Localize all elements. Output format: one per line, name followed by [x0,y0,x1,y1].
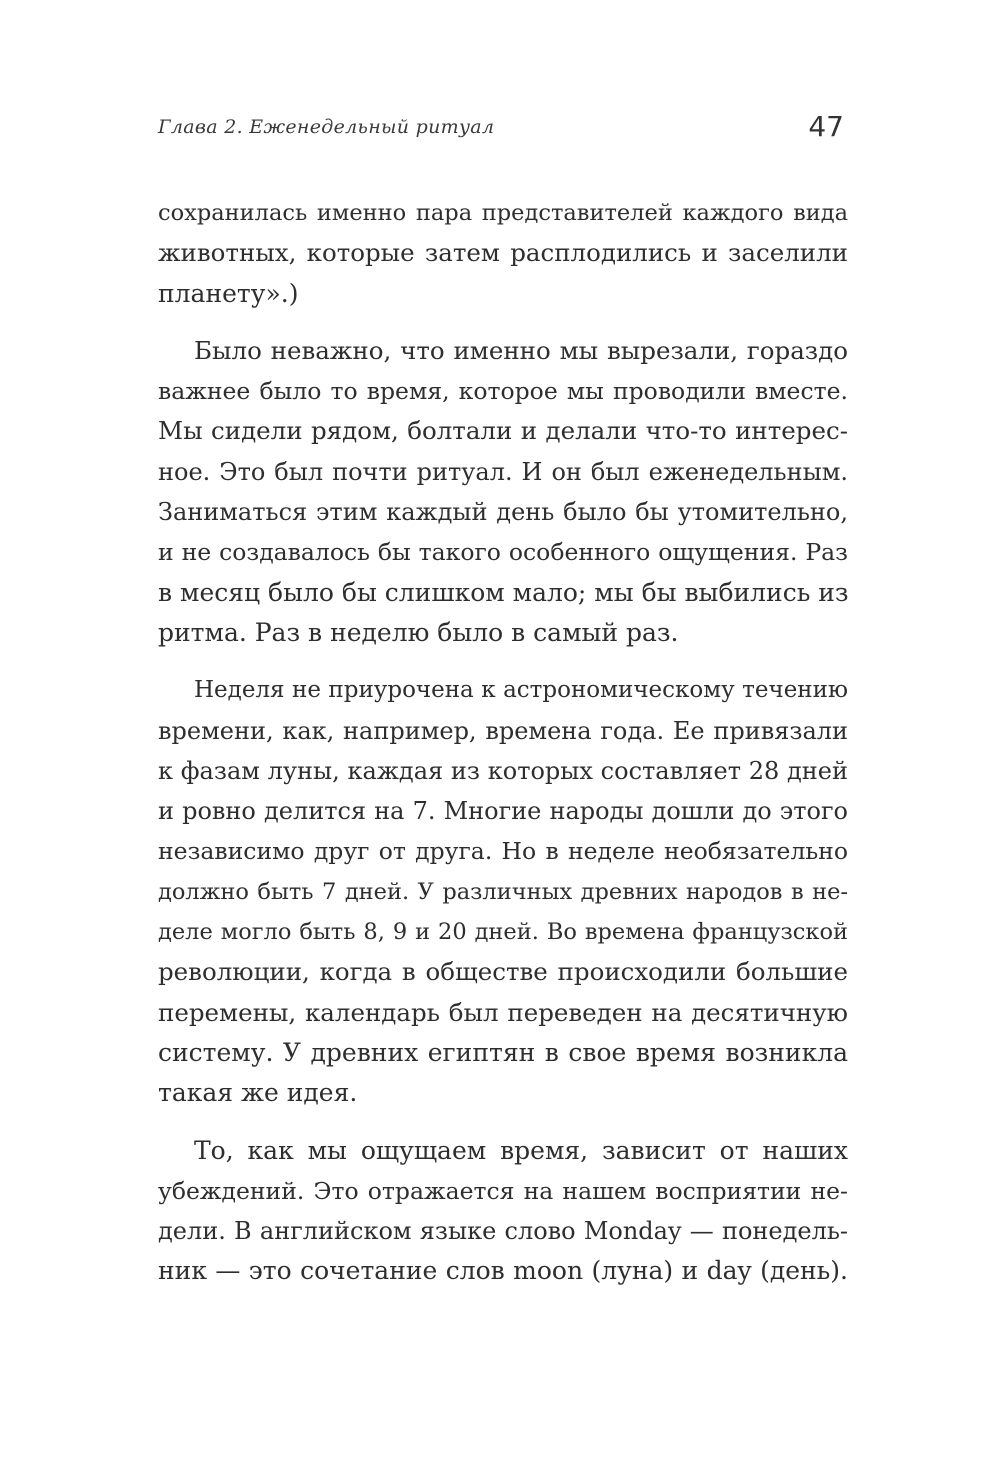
text-line: дели. В английском языке слово Monday — понедель- [158,1217,848,1246]
text-line: убеждений. Это отражается на нашем восприятии не- [158,1176,848,1205]
text-line: животных, которые затем расплодились и заселили [158,238,848,268]
page-number: 47 [808,110,844,143]
paragraph-2 [158,331,848,653]
text-line: ник — это сочетание слов moon (луна) и day (день). [158,1256,848,1286]
text-line: То, как мы ощущаем время, зависит от наших [194,1135,848,1165]
text-line: революции, когда в обществе происходили большие [158,957,848,987]
text-line: и не создавалось бы такого особенного ощущения. Раз [158,538,848,567]
text-line: важнее было то время, которое мы проводили вместе. [158,377,848,406]
text-line: Мы сидели рядом, болтали и делали что-то интерес- [158,416,848,446]
text-line: Неделя не приурочена к астрономическому течению [194,677,848,704]
text-line: перемены, календарь был переведен на десятичную [158,997,848,1027]
paragraph-1 [158,193,848,314]
paragraph-3 [158,670,848,1113]
chapter-title: Глава 2. Еженедельный ритуал [158,116,495,138]
text-line: независимо друг от друга. Но в неделе необязательно [158,837,848,866]
text-line: планету».) [158,278,299,308]
text-line: и ровно делится на 7. Многие народы дошли до этого [158,797,848,826]
body-text [158,193,848,1309]
text-line: должно быть 7 дней. У различных древних народов в не- [158,878,848,905]
text-line: ное. Это был почти ритуал. И он был еженедельным. [158,457,848,486]
text-line: сохранилась именно пара представителей каждого вида [158,200,848,226]
text-line: Заниматься этим каждый день было бы утомительно, [158,498,848,527]
text-line: систему. У древних египтян в свое время возникла [158,1037,848,1067]
text-line: ритма. Раз в неделю было в самый раз. [158,617,679,647]
text-line: к фазам луны, каждая из которых составляет 28 дней [158,756,848,785]
text-line: такая же идея. [158,1078,358,1108]
running-header [158,110,848,150]
text-line: Было неважно, что именно мы вырезали, гораздо [194,335,848,365]
text-line: деле могло быть 8, 9 и 20 дней. Во времена французской [158,919,848,946]
text-line: в месяц было бы слишком мало; мы бы выбились из [158,577,849,607]
paragraph-4 [158,1131,848,1292]
text-line: времени, как, например, времена года. Ее привязали [158,716,848,745]
